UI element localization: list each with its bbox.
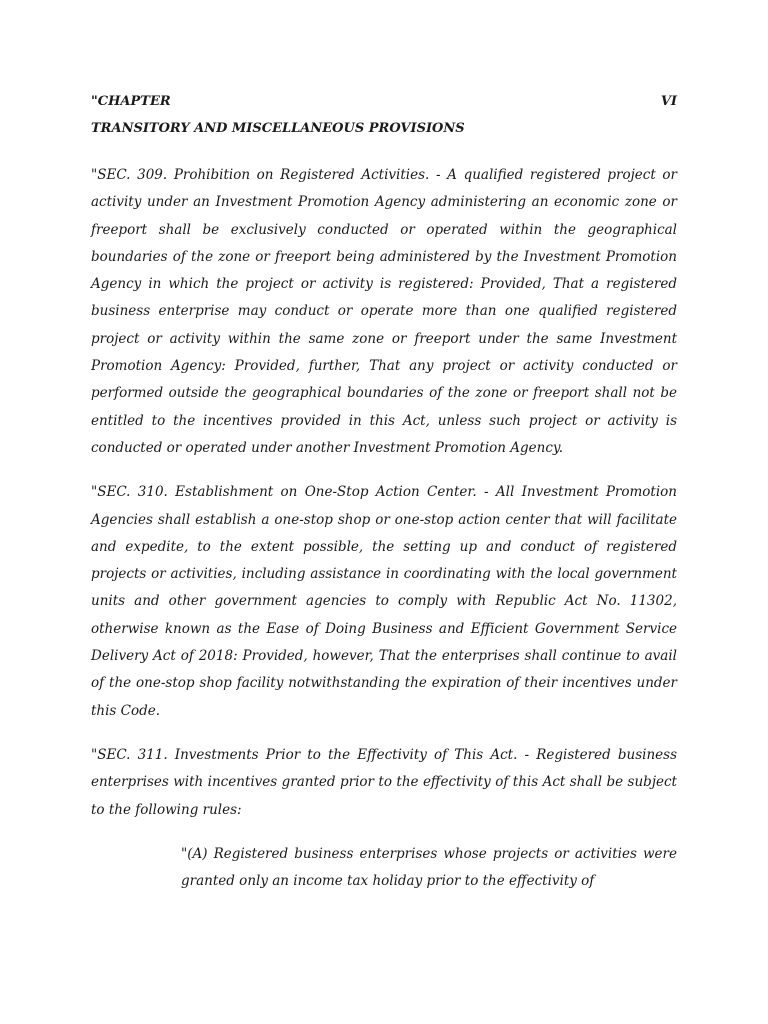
- chapter-heading: [91, 91, 677, 113]
- chapter-number: VI: [660, 94, 677, 109]
- chapter-label: "CHAPTER: [91, 94, 171, 109]
- document-page: [91, 91, 677, 895]
- section-310: "SEC. 310. Establishment on One-Stop Action Center. - All Investment Promotion Agencies shall establish a one-stop shop or one-stop action center that will facilitate and expedite, to the extent possible, the setting up and conduct of registered projects or activities, including assistance in coordinating with the local government units and other government agencies to comply with Republic Act No. 11302, otherwise known as the Ease of Doing Business and Efficient Government Service Delivery Act of 2018: Provided, however, That the enterprises shall continue to avail of the one-stop shop facility notwithstanding the expiration of their incentives under this Code.: [91, 484, 677, 719]
- subsection-a: "(A) Registered business enterprises whose projects or activities were granted only an income tax holiday prior to the effectivity of: [181, 845, 677, 890]
- chapter-title: TRANSITORY AND MISCELLANEOUS PROVISIONS: [91, 121, 465, 136]
- section-311: "SEC. 311. Investments Prior to the Effectivity of This Act. - Registered business enterprises with incentives granted prior to the effectivity of this Act shall be subject to the following rules:: [91, 746, 677, 818]
- section-309: "SEC. 309. Prohibition on Registered Activities. - A qualified registered project or activity under an Investment Promotion Agency administering an economic zone or freeport shall be exclusively conducted or operated within the geographical boundaries of the zone or freeport being administered by the Investment Promotion Agency in which the project or activity is registered: Provided, That a registered business enterprise may conduct or operate more than one qualified registered project or activity within the same zone or freeport under the same Investment Promotion Agency: Provided, further, That any project or activity conducted or performed outside the geographical boundaries of the zone or freeport shall not be entitled to the incentives provided in this Act, unless such project or activity is conducted or operated under another Investment Promotion Agency.: [91, 167, 677, 456]
